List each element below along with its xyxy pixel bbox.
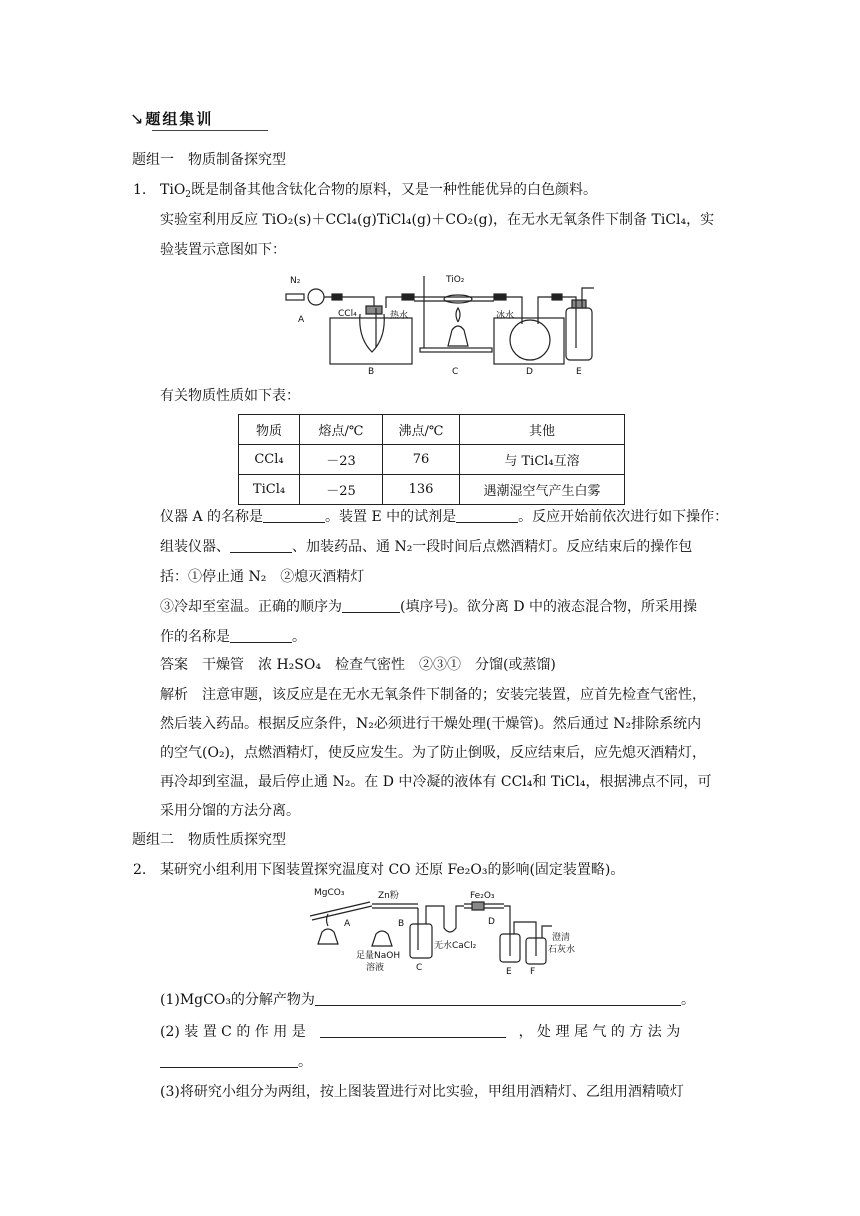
apparatus-diagram-1 <box>282 268 602 378</box>
label-limewater-2: 石灰水 <box>548 945 576 955</box>
table-row <box>239 445 625 475</box>
answer-blank[interactable] <box>320 1023 506 1038</box>
table-row <box>239 475 625 505</box>
label-b: B <box>368 367 375 377</box>
answer-blank[interactable] <box>342 598 400 613</box>
label-c: C <box>452 367 459 377</box>
q1-question-line3: 括：①停止通 N₂ ②熄灭酒精灯 <box>160 569 365 585</box>
table-cell: 与 TiCl₄互溶 <box>460 445 625 475</box>
arrow-icon: ↘ <box>130 109 144 128</box>
table-header-cell: 物质 <box>239 415 300 445</box>
table-cell: CCl₄ <box>239 445 300 475</box>
label-tio2: TiO₂ <box>446 275 465 285</box>
label-e: E <box>576 367 582 377</box>
label-c: C <box>416 963 423 973</box>
table-header-cell: 其他 <box>460 415 625 445</box>
label-b: B <box>398 919 405 929</box>
answer-blank[interactable] <box>230 538 292 553</box>
q1-line2: 实验室利用反应 TiO₂(s)＋CCl₄(g)TiCl₄(g)＋CO₂(g)，在无水无氧条件下制备 TiCl₄，实 <box>160 212 715 228</box>
q2-number: 2. <box>133 862 147 878</box>
analysis-line: 然后装入药品。根据反应条件，N₂必须进行干燥处理(干燥管)。然后通过 N₂排除系统内 <box>160 716 702 732</box>
label-ice-water: 冰水 <box>496 311 515 321</box>
group2-title: 题组二 物质性质探究型 <box>132 832 286 848</box>
label-cacl2: 无水CaCl₂ <box>434 941 477 951</box>
table-cell: TiCl₄ <box>239 475 300 505</box>
label-ccl4: CCl₄ <box>338 309 357 319</box>
analysis-line: 采用分馏的方法分离。 <box>160 803 300 819</box>
section-header <box>130 108 213 129</box>
label-naoh-solution: 溶液 <box>366 963 385 973</box>
q1-answer: 答案 干燥管 浓 H₂SO₄ 检查气密性 ②③① 分馏(或蒸馏) <box>160 657 556 673</box>
apparatus-diagram-2 <box>300 886 590 978</box>
table-cell: －23 <box>300 445 383 475</box>
answer-blank[interactable] <box>263 508 325 523</box>
label-fe2o3: Fe₂O₃ <box>470 891 495 901</box>
table-header-cell: 沸点/℃ <box>383 415 460 445</box>
label-naoh: 足量NaOH <box>356 951 401 961</box>
analysis-line: 的空气(O₂)，点燃酒精灯，使反应发生。为了防止倒吸，反应结束后，应先熄灭酒精灯， <box>160 745 707 761</box>
properties-table <box>238 414 625 505</box>
answer-blank[interactable] <box>160 1053 298 1068</box>
label-zn: Zn粉 <box>378 891 399 901</box>
label-hot-water: 热水 <box>390 311 409 321</box>
label-a: A <box>344 919 351 929</box>
table-cell: 遇潮湿空气产生白雾 <box>460 475 625 505</box>
label-limewater: 澄清 <box>552 933 571 943</box>
answer-blank[interactable] <box>315 991 681 1006</box>
analysis-line: 解析 注意审题，该反应是在无水无氧条件下制备的；安装完装置，应首先检查气密性， <box>160 687 706 703</box>
q1-line3: 验装置示意图如下： <box>160 242 286 258</box>
q1-question-line2: 组装仪器、 、加装药品、通 N₂一段时间后点燃酒精灯。反应结束后的操作包 <box>160 539 693 555</box>
answer-blank[interactable] <box>230 628 292 643</box>
q1-question-line4: ③冷却至室温。正确的顺序为 (填序号)。欲分离 D 中的液态混合物，所采用操 <box>160 599 698 615</box>
table-intro: 有关物质性质如下表： <box>160 388 300 404</box>
group1-title: 题组一 物质制备探究型 <box>132 152 286 168</box>
q2-part2: (2) 装 置 C 的 作 用 是 ， 处 理 尾 气 的 方 法 为 <box>160 1024 681 1040</box>
q1-question-line1: 仪器 A 的名称是 。装置 E 中的试剂是 。反应开始前依次进行如下操作： <box>160 509 729 525</box>
label-d: D <box>526 367 533 377</box>
q2-part3: (3)将研究小组分为两组，按上图装置进行对比实验，甲组用酒精灯、乙组用酒精喷灯 <box>160 1084 684 1100</box>
q2-part1: (1)MgCO₃的分解产物为 。 <box>160 992 695 1008</box>
answer-blank[interactable] <box>456 508 518 523</box>
header-underline <box>152 130 268 131</box>
section-title: 题组集训 <box>145 110 214 128</box>
table-cell: 76 <box>383 445 460 475</box>
table-cell: 136 <box>383 475 460 505</box>
analysis-line: 再冷却到室温，最后停止通 N₂。在 D 中冷凝的液体有 CCl₄和 TiCl₄，根据沸点不同，可 <box>160 774 712 790</box>
q1-intro: TiO$_2$既是制备其他含钛化合物的原料，又是一种性能优异的白色颜料。 <box>160 182 598 200</box>
table-cell: －25 <box>300 475 383 505</box>
label-n2: N₂ <box>290 276 301 286</box>
label-d: D <box>488 917 495 927</box>
q1-number: 1. <box>133 182 147 198</box>
q2-part2-cont: 。 <box>160 1052 312 1072</box>
label-e: E <box>506 967 512 977</box>
table-header-row <box>239 415 625 445</box>
q2-intro: 某研究小组利用下图装置探究温度对 CO 还原 Fe₂O₃的影响(固定装置略)。 <box>160 862 625 878</box>
label-mgco3: MgCO₃ <box>314 888 345 898</box>
q1-question-line5: 作的名称是 。 <box>160 629 306 645</box>
label-f: F <box>530 967 536 977</box>
table-header-cell: 熔点/℃ <box>300 415 383 445</box>
label-a: A <box>298 315 305 325</box>
